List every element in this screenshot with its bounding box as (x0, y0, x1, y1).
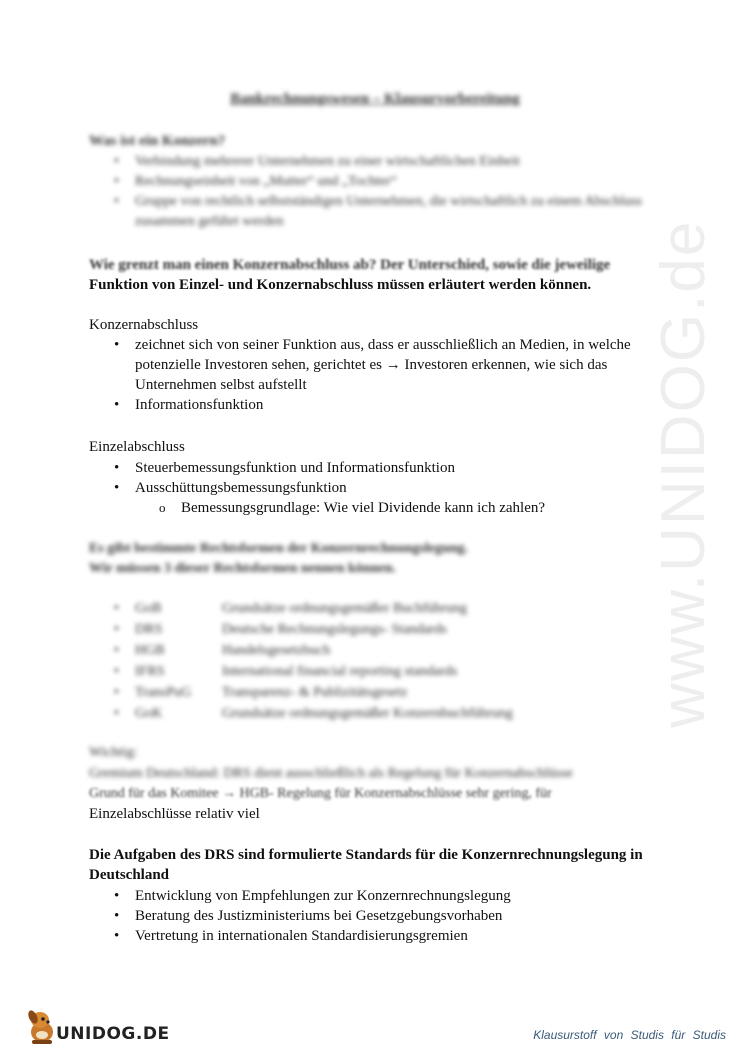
einzel-sublist (135, 498, 669, 518)
section4-label: Wichtig: (89, 745, 138, 760)
list-item: • Beratung des Justizministeriums bei Gesetzgebungsvorhaben (89, 906, 669, 926)
section1-heading: Was ist ein Konzern? (89, 133, 226, 149)
konzern-bullet-line1: zeichnet sich von seiner Funktion aus, dass er ausschließlich an Medien, in welche (135, 337, 631, 353)
list-item: • Verbindung mehrerer Unternehmen zu einer wirtschaftlichen Einheit (89, 152, 659, 172)
list-item (89, 335, 669, 395)
section3-heading-line2: Wir müssen 3 dieser Rechtsformen nennen können. (89, 561, 396, 576)
list-item: • Entwicklung von Empfehlungen zur Konzernrechnungslegung (89, 886, 669, 906)
list-item (89, 478, 669, 518)
section4-line3: Einzelabschlüsse relativ viel (89, 806, 260, 822)
list-item: • Vertretung in internationalen Standardisierungsgremien (89, 926, 669, 946)
list-item: • Gruppe von rechtlich selbstständigen Unternehmen, die wirtschaftlich zu einem Abschluss zusammen geführt werden (89, 192, 659, 232)
list-item: • Rechnungseinheit von „Mutter“ und „Tochter“ (89, 172, 659, 192)
terms-table (89, 598, 569, 724)
einzel-bullet2-text: Ausschüttungsbemessungsfunktion (135, 480, 347, 496)
logo-text: UNIDOG.DE (56, 1024, 170, 1044)
term-row: • HGB Handelsgesetzbuch (114, 643, 331, 658)
einzelabschluss-list (89, 458, 669, 518)
list-item: • Informationsfunktion (89, 395, 669, 415)
section4-line2: Grund für das Komitee → HGB- Regelung für Konzernabschlüsse sehr gering, für (89, 786, 552, 801)
section1-list (89, 152, 659, 232)
section2-heading-line1: Wie grenzt man einen Konzernabschluss ab? Der Unterschied, sowie die jeweilige (89, 257, 611, 273)
section4-line1: Gremium Deutschland: DRS dient ausschließlich als Regelung für Konzernabschlüsse (89, 766, 573, 781)
page-title: Bankrechnungswesen – Klausurvorbereitung (230, 91, 520, 107)
watermark: www.UNIDOG.de (649, 219, 718, 728)
term-row: • DRS Deutsche Rechnungslegungs- Standards (114, 622, 447, 637)
section5-list (89, 886, 669, 946)
sublist-item: o Bemessungsgrundlage: Wie viel Dividende kann ich zahlen? (135, 498, 669, 518)
term-row: • GoK Grundsätze ordnungsgemäßer Konzernbuchführung (114, 706, 513, 721)
term-row: • TransPuG Transparenz- & Publizitätsgesetz (114, 685, 408, 700)
term-row: • IFRS International financial reporting standards (114, 664, 458, 679)
section5-heading-line1: Die Aufgaben des DRS sind formulierte Standards für die Konzernrechnungslegung in (89, 847, 643, 863)
unidog-logo[interactable] (24, 1008, 170, 1048)
dog-mascot-icon (24, 1008, 60, 1046)
konzern-bullet-line2: potenzielle Investoren sehen, gerichtet es → Investoren erkennen, wie sich das (135, 357, 608, 373)
konzernabschluss-label: Konzernabschluss (89, 317, 199, 333)
section2-heading-line2: Funktion von Einzel- und Konzernabschluss müssen erläutert werden können. (89, 277, 592, 293)
konzernabschluss-list (89, 335, 669, 415)
list-item: • Steuerbemessungsfunktion und Informationsfunktion (89, 458, 669, 478)
section3-heading-line1: Es gibt bestimmte Rechtsformen der Konzernrechnungslegung. (89, 541, 469, 556)
konzern-bullet-line3: Unternehmen selbst aufstellt (135, 377, 307, 393)
einzelabschluss-label: Einzelabschluss (89, 439, 185, 455)
footer-tagline: Klausurstoff von Studis für Studis (533, 1028, 726, 1042)
term-row: • GoB Grundsätze ordnungsgemäßer Buchführung (114, 601, 467, 616)
section5-heading-line2: Deutschland (89, 867, 170, 883)
